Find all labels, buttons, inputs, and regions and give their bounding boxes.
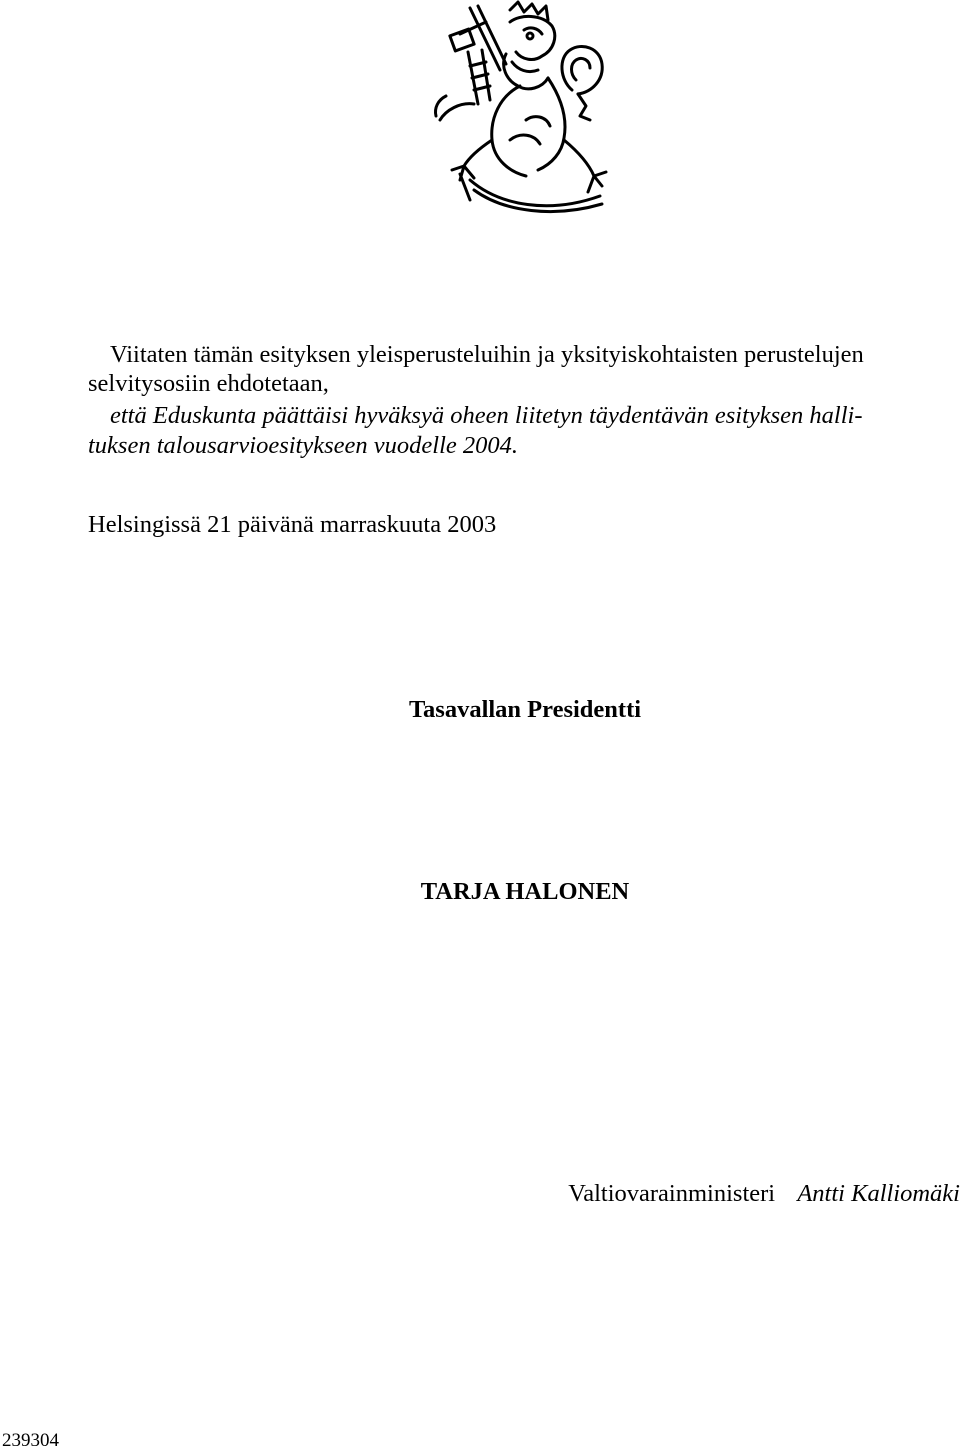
proposal-line-3: että Eduskunta päättäisi hyväksyä oheen liitetyn täydentävän esityksen halli- — [110, 402, 863, 429]
place-and-date: Helsingissä 21 päivänä marraskuuta 2003 — [88, 511, 497, 538]
minister-signature — [568, 1180, 960, 1208]
coat-of-arms-lion-icon — [430, 0, 610, 218]
proposal-line-1: Viitaten tämän esityksen yleisperusteluihin ja yksityiskohtaisten perustelujen — [110, 341, 864, 368]
president-title: Tasavallan Presidentti — [408, 696, 642, 723]
proposal-line-4: tuksen talousarvioesitykseen vuodelle 2004. — [88, 432, 518, 459]
document-code: 239304 — [2, 1430, 59, 1451]
proposal-line-2: selvitysosiin ehdotetaan, — [88, 370, 329, 397]
minister-name: Antti Kalliomäki — [797, 1180, 960, 1207]
minister-title: Valtiovarainministeri — [568, 1180, 776, 1207]
president-name: TARJA HALONEN — [420, 878, 630, 905]
